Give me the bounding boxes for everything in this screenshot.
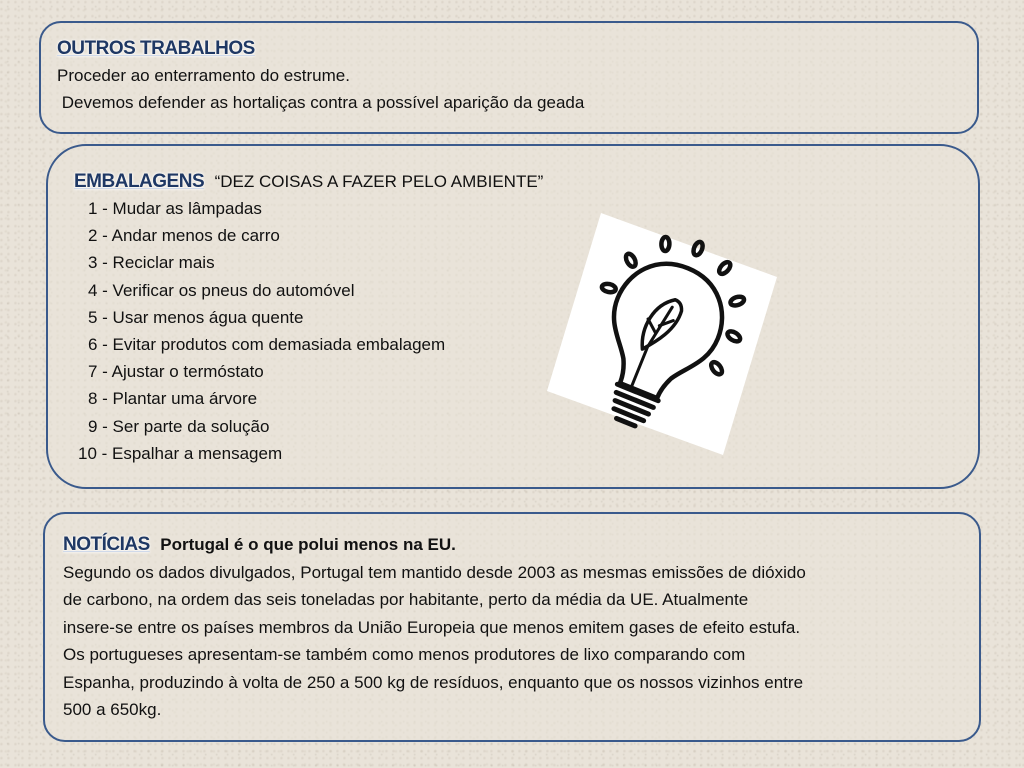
list-item: 9 - Ser parte da solução [88,416,270,436]
list-item: 2 - Andar menos de carro [88,226,280,246]
list-item: 10 - Espalhar a mensagem [78,443,283,463]
embalagens-panel [46,144,980,489]
noticias-subtitle: Portugal é o que polui menos na EU. [160,535,456,554]
noticias-line: de carbono, na ordem das seis toneladas por habitante, perto da média da UE. Atualmente [63,590,749,610]
embalagens-list [68,195,958,467]
embalagens-heading: EMBALAGENS [74,171,205,192]
list-item: 3 - Reciclar mais [88,253,215,273]
list-item: 1 - Mudar as lâmpadas [88,199,262,218]
noticias-title-line [63,532,961,559]
list-item: 8 - Plantar uma árvore [88,389,258,409]
list-item: 6 - Evitar produtos com demasiada embalagem [88,335,446,355]
outros-line: Devemos defender as hortaliças contra a possível aparição da geada [57,93,585,112]
outros-title-line [57,37,961,62]
outros-body [57,62,961,116]
noticias-line: 500 a 650kg. [63,700,162,720]
embalagens-title-line [74,170,958,195]
outros-trabalhos-panel [39,21,979,134]
list-item: 7 - Ajustar o termóstato [88,362,264,382]
outros-line: Proceder ao enterramento do estrume. [57,66,350,85]
noticias-heading: NOTÍCIAS [63,534,150,555]
noticias-body [63,559,961,723]
embalagens-subtitle: “DEZ COISAS A FAZER PELO AMBIENTE” [214,172,544,191]
outros-heading: OUTROS TRABALHOS [57,38,255,59]
noticias-panel [43,512,981,742]
list-item: 5 - Usar menos água quente [88,307,304,327]
light-bulb-with-leaf-icon [543,205,779,459]
noticias-line: Espanha, produzindo à volta de 250 a 500 kg de resíduos, enquanto que os nossos vizinhos entre [63,672,804,692]
noticias-line: Os portugueses apresentam-se também como menos produtores de lixo comparando com [63,645,746,665]
noticias-line: insere-se entre os países membros da União Europeia que menos emitem gases de efeito estufa. [63,617,801,637]
noticias-line: Segundo os dados divulgados, Portugal tem mantido desde 2003 as mesmas emissões de dióxido [63,563,806,582]
list-item: 4 - Verificar os pneus do automóvel [88,280,355,300]
